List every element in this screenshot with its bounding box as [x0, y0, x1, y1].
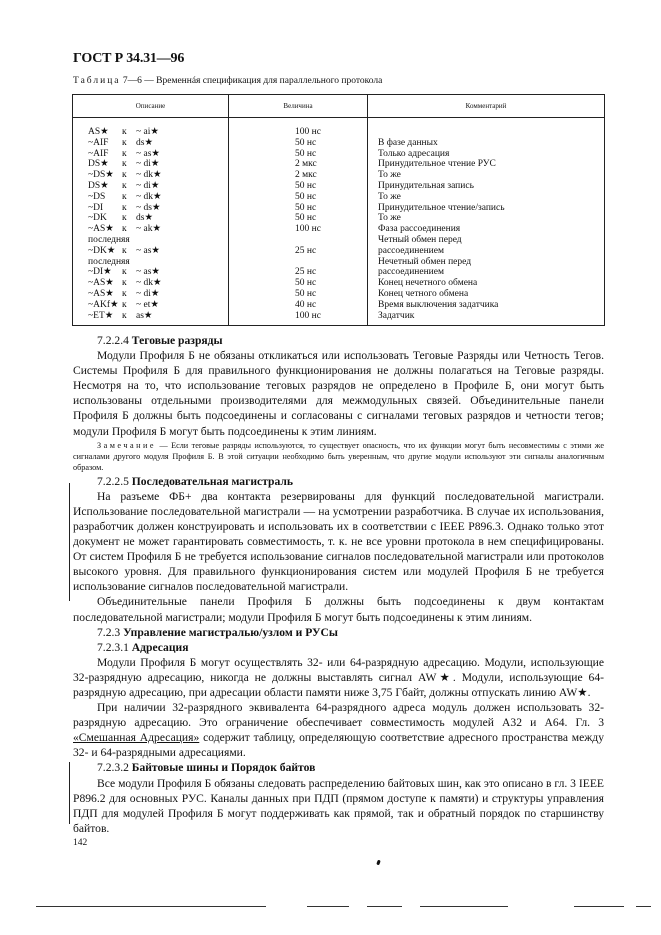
comment-cell: То же — [368, 192, 605, 203]
comment-cell: Конец нечетного обмена — [368, 278, 605, 289]
section-heading-7231: 7.2.3.1 Адресация — [97, 640, 189, 654]
value-cell: 50 нс — [229, 203, 368, 214]
footer-rule — [307, 906, 349, 907]
signal-to: ~ ak★ — [136, 224, 161, 235]
signal-to-word: к — [122, 191, 127, 202]
comment-cell: В фазе данных — [368, 138, 605, 149]
description-cell — [73, 300, 229, 311]
signal-from: ~DS★ — [88, 170, 114, 181]
signal-to: ~ di★ — [136, 159, 160, 170]
column-header-value: Величина — [229, 95, 368, 118]
signal-to-word: к — [122, 299, 127, 310]
table-body — [73, 118, 605, 326]
value-cell: 50 нс — [229, 181, 368, 192]
document-body — [73, 333, 604, 836]
description-cell — [73, 192, 229, 203]
footer-rule — [574, 906, 624, 907]
signal-to: ~ as★ — [136, 148, 160, 159]
comment-cell: рассоединением — [368, 246, 605, 257]
signal-from: ~AS★ — [88, 224, 114, 235]
value-cell: 100 нс — [229, 118, 368, 138]
description-cell — [73, 267, 229, 278]
signal-to: ds★ — [136, 137, 153, 148]
comment-cell: рассоединением — [368, 267, 605, 278]
signal-from: ~AKf★ — [88, 299, 119, 310]
table-row — [73, 278, 605, 289]
value-cell: 50 нс — [229, 289, 368, 300]
note: Замечание — Если теговые разряды используются, то существует опасность, что их функции могут быть несовместимы с этими же сигналами другого модуля Профиля Б. В этой ситуации необходимо быть уверенным, что другие модули используют эти сигналы аналогичным образом. — [73, 440, 604, 472]
change-bar — [69, 483, 70, 601]
table-row — [73, 170, 605, 181]
table-caption-label: Таблица — [73, 76, 121, 86]
signal-from: DS★ — [88, 159, 109, 170]
signal-to-word: к — [122, 148, 127, 159]
table-header-row — [73, 95, 605, 118]
value-cell: 2 мкс — [229, 159, 368, 170]
signal-to: ~ dk★ — [136, 278, 162, 289]
table-row — [73, 213, 605, 224]
comment-cell — [368, 118, 605, 138]
table-row — [73, 138, 605, 149]
table-caption — [73, 76, 382, 86]
signal-from: DS★ — [88, 180, 109, 191]
description-cell — [73, 278, 229, 289]
comment-cell: Четный обмен перед — [368, 235, 605, 246]
section-heading-7224: 7.2.2.4 Теговые разряды — [97, 334, 223, 347]
signal-to: ~ dk★ — [136, 191, 162, 202]
page-number: 142 — [73, 838, 88, 848]
comment-cell: Фаза рассоединения — [368, 224, 605, 235]
table-row — [73, 267, 605, 278]
table-row — [73, 203, 605, 214]
signal-from: ~AIF — [88, 148, 109, 159]
signal-from: ~DK★ — [88, 245, 116, 256]
table-caption-title: 7—6 — Временнáя спецификация для параллельного протокола — [120, 76, 383, 86]
signal-from: AS★ — [88, 127, 109, 137]
value-cell: 100 нс — [229, 224, 368, 235]
description-cell — [73, 170, 229, 181]
signal-to: ~ ai★ — [136, 127, 159, 137]
section-heading-7232: 7.2.3.2 Байтовые шины и Порядок байтов — [97, 761, 316, 775]
signal-to-word: к — [122, 267, 127, 278]
comment-cell: Только адресация — [368, 149, 605, 160]
description-cell — [73, 289, 229, 300]
signal-from: ~AS★ — [88, 288, 114, 299]
table-row — [73, 159, 605, 170]
signal-to-word: к — [122, 288, 127, 299]
paragraph: Модули Профиля Б не обязаны откликаться или использовать Теговые Разряды или Четность Тегов. Системы Профиля Б для правильного функционирования не должны полагаться на Теговые разряды. Несмотря на то, что использование теговых разрядов не определено в Профиле Б, они могут быть использованы отдельными производителями для межмодульных связей. Объединительные панели Профиля Б должны быть подсоединены и согласованы с сигналами теговых разрядов и четности тегов; модули Профиля Б могут быть подсоединены к этим линиям. — [73, 349, 604, 438]
signal-from: ~ET★ — [88, 310, 114, 321]
signal-to-word: к — [122, 127, 127, 137]
value-cell: 50 нс — [229, 278, 368, 289]
paragraph: На разъеме ФБ+ два контакта резервированы для функций последовательной магистрали. Использование последовательной магистрали — на усмотрении разработчика. В случае их использования, разработчик должен конструировать и использовать их в соответствии с IEEE P896.3. Однако только этот документ не может гарантировать совместимость, т. к. не все уровни протокола в нем специфицированы. От систем Профиля Б не требуется использование сигналов последовательной магистрали или протоколов высокого уровня. Для правильного функционирования систем или модулей Профиля Б не требуется использование сигналов последовательной магистрали. — [73, 489, 604, 594]
value-cell: 50 нс — [229, 149, 368, 160]
value-cell: 50 нс — [229, 192, 368, 203]
description-cell — [73, 311, 229, 326]
section-heading-723: 7.2.3 Управление магистралью/узлом и РУСы — [97, 625, 338, 639]
signal-from: ~DS — [88, 191, 106, 202]
signal-to-word: к — [122, 310, 127, 321]
comment-cell: То же — [368, 213, 605, 224]
description-cell — [73, 159, 229, 170]
description-cell — [73, 203, 229, 214]
signal-to: ~ et★ — [136, 299, 159, 310]
signal-to: ~ ds★ — [136, 202, 161, 213]
description-cell — [73, 246, 229, 257]
comment-cell: Конец четного обмена — [368, 289, 605, 300]
description-cell — [73, 118, 229, 138]
signal-to: ~ di★ — [136, 180, 160, 191]
table-row — [73, 311, 605, 326]
signal-to: as★ — [136, 310, 153, 321]
signal-from: ~DI★ — [88, 267, 112, 278]
value-cell: 50 нс — [229, 138, 368, 149]
signal-to: ~ as★ — [136, 267, 160, 278]
comment-cell: Нечетный обмен перед — [368, 257, 605, 268]
description-cell — [73, 224, 229, 235]
footer-rule — [36, 906, 266, 907]
value-cell — [229, 235, 368, 246]
paragraph: Объединительные панели Профиля Б должны быть подсоединены к двум контактам последовательной магистрали; модули Профиля Б могут быть подсоединены к этим линиям. — [73, 595, 604, 624]
value-cell: 25 нс — [229, 246, 368, 257]
comment-cell: Принудительное чтение РУС — [368, 159, 605, 170]
table-row — [73, 224, 605, 235]
footer-rule — [420, 906, 508, 907]
section-heading-7225: 7.2.2.5 Последовательная магистраль — [97, 474, 294, 488]
value-cell — [229, 257, 368, 268]
description-cell — [73, 213, 229, 224]
document-header: ГОСТ Р 34.31—96 — [73, 51, 185, 66]
description-cell — [73, 149, 229, 160]
table-row — [73, 289, 605, 300]
description-continuation: последняя — [88, 256, 130, 267]
signal-to: ~ dk★ — [136, 170, 162, 181]
footer-rule — [367, 906, 402, 907]
signal-to: ~ as★ — [136, 245, 160, 256]
description-cell — [73, 235, 229, 246]
signal-to-word: к — [122, 137, 127, 148]
table-row — [73, 246, 605, 257]
signal-from: ~AIF — [88, 137, 109, 148]
signal-to-word: к — [122, 224, 127, 235]
table-row — [73, 149, 605, 160]
change-bar — [69, 762, 70, 824]
signal-from: ~AS★ — [88, 278, 114, 289]
description-cell — [73, 181, 229, 192]
signal-to-word: к — [122, 180, 127, 191]
signal-to: ds★ — [136, 213, 153, 224]
value-cell: 50 нс — [229, 213, 368, 224]
description-cell — [73, 257, 229, 268]
table-row — [73, 235, 605, 246]
paragraph: Все модули Профиля Б обязаны следовать распределению байтовых шин, как это описано в гл. 3 IEEE P896.2 для основных РУС. Каналы данных при ПДП (прямом доступе к памяти) и структуры управления ПДП для модулей Профиля Б могут поддерживать как прямой, так и обратный порядок по старшинству байтов. — [73, 776, 604, 835]
timing-spec-table — [72, 94, 605, 326]
signal-to-word: к — [122, 245, 127, 256]
comment-cell: Принудительная запись — [368, 181, 605, 192]
value-cell: 40 нс — [229, 300, 368, 311]
comment-cell: Принудительное чтение/запись — [368, 203, 605, 214]
table-row — [73, 181, 605, 192]
description-cell — [73, 138, 229, 149]
comment-cell: То же — [368, 170, 605, 181]
column-header-comment: Комментарий — [368, 95, 605, 118]
signal-to-word: к — [122, 213, 127, 224]
table-row — [73, 118, 605, 138]
signal-from: ~DI — [88, 202, 104, 213]
value-cell: 2 мкс — [229, 170, 368, 181]
signal-to-word: к — [122, 202, 127, 213]
comment-cell: Задатчик — [368, 311, 605, 326]
signal-from: ~DK — [88, 213, 107, 224]
comment-cell: Время выключения задатчика — [368, 300, 605, 311]
paragraph: Модули Профиля Б могут осуществлять 32- или 64-разрядную адресацию. Модули, использующие 32-разрядную адресацию, никогда не должны выставлять сигнал AW★. Модули, использующие 64-разрядную адресацию, при адресации области памяти ниже 3,75 Гбайт, должны отпускать линию AW★. — [73, 655, 604, 699]
signal-to-word: к — [122, 278, 127, 289]
footer-rule — [636, 906, 651, 907]
cross-reference-link[interactable]: «Смешанная Адресация» — [73, 731, 200, 745]
value-cell: 25 нс — [229, 267, 368, 278]
column-header-description: Описание — [73, 95, 229, 118]
table-row — [73, 192, 605, 203]
scan-artifact — [376, 860, 381, 866]
signal-to-word: к — [122, 170, 127, 181]
table-row — [73, 257, 605, 268]
paragraph: При наличии 32-разрядного эквивалента 64-разрядного адреса модуль должен использовать 32-разрядную адресацию. Это ограничение обеспечивает совместимость модулей A32 и A64. Гл. 3 «Смешанная Адресация» содержит таблицу, определяющую соответствие адресного пространства между 32- и 64-разрядными адресациями. — [73, 701, 604, 760]
description-continuation: последняя — [88, 234, 130, 245]
value-cell: 100 нс — [229, 311, 368, 326]
signal-to-word: к — [122, 159, 127, 170]
signal-to: ~ di★ — [136, 288, 160, 299]
table-row — [73, 300, 605, 311]
